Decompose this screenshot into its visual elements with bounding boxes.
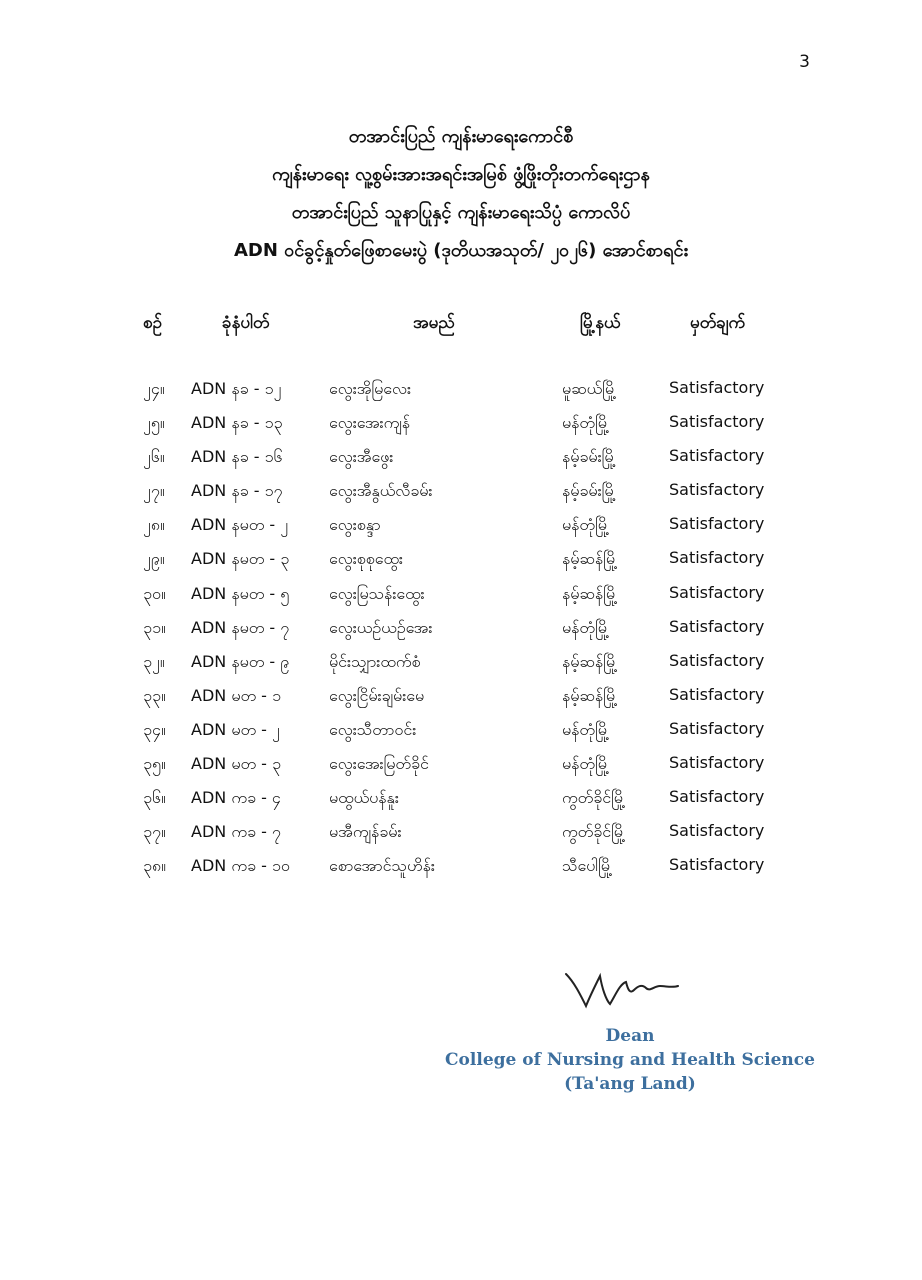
row-number: ၃၀။ <box>143 583 166 603</box>
township: မန်တုံမြို့ <box>562 617 610 637</box>
roll-number: ADN နခ - ၁၇ <box>191 481 283 501</box>
results-table <box>0 372 922 883</box>
header-line: ကျန်းမာရေး လူ့စွမ်းအားအရင်းအမြစ် ဖွံ့ဖြိုးတိုးတက်ရေးဌာန <box>272 164 650 185</box>
remark: Satisfactory <box>669 787 765 807</box>
table-row <box>0 611 922 645</box>
table-row <box>0 406 922 440</box>
roll-number: ADN နမတ - ၂ <box>191 515 289 535</box>
township: မန်တုံမြို့ <box>562 515 610 535</box>
township: သီပေါမြို့ <box>562 856 613 876</box>
roll-number: ADN မတ - ၂ <box>191 719 280 739</box>
table-row <box>0 815 922 849</box>
township: နမ့်ခမ်းမြို့ <box>562 447 616 467</box>
remark: Satisfactory <box>669 548 765 568</box>
student-name: မိုင်းသျှားထက်စံ <box>329 651 421 671</box>
student-name: လွေးယဉ်ယဉ်အေး <box>329 617 433 637</box>
remark: Satisfactory <box>669 855 765 875</box>
table-row <box>0 781 922 815</box>
student-name: လွေးငြိမ်းချမ်းမေ <box>329 685 425 705</box>
student-name: မထွယ်ပန်နူး <box>329 788 399 808</box>
row-number: ၃၇။ <box>143 822 166 842</box>
township: ကွတ်ခိုင်မြို့ <box>562 788 626 808</box>
table-row <box>0 679 922 713</box>
row-number: ၃၆။ <box>143 788 166 808</box>
roll-number: ADN ကခ - ၇ <box>191 822 281 842</box>
row-number: ၃၅။ <box>143 754 166 774</box>
row-number: ၃၂။ <box>143 651 165 671</box>
dean-stamp <box>440 1024 820 1096</box>
remark: Satisfactory <box>669 684 765 704</box>
student-name: လွေးမြသန်းထွေး <box>329 583 425 603</box>
column-header-name: အမည် <box>413 313 455 333</box>
row-number: ၂၉။ <box>143 549 165 569</box>
table-row <box>0 577 922 611</box>
remark: Satisfactory <box>669 650 765 670</box>
roll-number: ADN မတ - ၁ <box>191 685 281 705</box>
roll-number: ADN ကခ - ၁၀ <box>191 856 290 876</box>
remark: Satisfactory <box>669 616 765 636</box>
table-row <box>0 747 922 781</box>
township: နမ့်ဆန်မြို့ <box>562 685 618 705</box>
student-name: လွေးအီဖွေး <box>329 447 394 467</box>
remark: Satisfactory <box>669 718 765 738</box>
table-row <box>0 508 922 542</box>
township: နမ့်ဆန်မြို့ <box>562 651 618 671</box>
student-name: စောအောင်သူဟိန်း <box>329 856 435 876</box>
table-row <box>0 542 922 576</box>
remark: Satisfactory <box>669 412 765 432</box>
header-line: ADN ဝင်ခွင့်နှုတ်ဖြေစာမေးပွဲ (ဒုတိယအသုတ်/ ၂၀၂၆) အောင်စာရင်း <box>233 240 689 261</box>
stamp-location: (Ta'ang Land) <box>564 1074 696 1094</box>
township: ကွတ်ခိုင်မြို့ <box>562 822 626 842</box>
roll-number: ADN နမတ - ၉ <box>191 651 290 671</box>
row-number: ၂၆။ <box>143 447 165 467</box>
table-row <box>0 849 922 883</box>
township: နမ့်ဆန်မြို့ <box>562 583 618 603</box>
student-name: လွေးစုစုထွေး <box>329 549 403 569</box>
row-number: ၂၄။ <box>143 379 165 398</box>
document-header <box>0 118 922 270</box>
roll-number: ADN နခ - ၁၂ <box>191 379 282 398</box>
roll-number: ADN ကခ - ၄ <box>191 788 281 808</box>
roll-number: ADN နမတ - ၅ <box>191 583 290 603</box>
column-header-township: မြို့နယ် <box>580 313 621 333</box>
roll-number: ADN နခ - ၁၆ <box>191 447 283 467</box>
student-name: လွေးအီနွယ်လီခမ်း <box>329 481 433 501</box>
remark: Satisfactory <box>669 753 765 773</box>
roll-number: ADN နမတ - ၃ <box>191 549 290 569</box>
roll-number: ADN နခ - ၁၃ <box>191 413 283 433</box>
row-number: ၂၅။ <box>143 413 165 433</box>
township: နမ့်ခမ်းမြို့ <box>562 481 616 501</box>
header-line: တအာင်းပြည် ကျန်းမာရေးကောင်စီ <box>348 126 574 147</box>
header-line: တအာင်းပြည် သူနာပြုနှင့် ကျန်းမာရေးသိပ္ပံ ကောလိပ် <box>291 202 631 223</box>
student-name: လွေးအေးကျန် <box>329 413 411 433</box>
row-number: ၂၈။ <box>143 515 165 535</box>
row-number: ၃၄။ <box>143 719 166 739</box>
row-number: ၃၁။ <box>143 617 166 637</box>
student-name: လွေးစန္ဒာ <box>329 515 381 535</box>
roll-number: ADN နမတ - ၇ <box>191 617 290 637</box>
stamp-title: Dean <box>605 1026 655 1046</box>
column-header-no: စဉ် <box>143 313 162 333</box>
student-name: မအီကျန်ခမ်း <box>329 822 402 842</box>
table-row <box>0 474 922 508</box>
remark: Satisfactory <box>669 378 765 397</box>
signature <box>560 960 700 1020</box>
township: မူဆယ်မြို့ <box>562 379 617 398</box>
remark: Satisfactory <box>669 446 765 466</box>
stamp-college: College of Nursing and Health Science <box>445 1050 815 1070</box>
township: နမ့်ဆန်မြို့ <box>562 549 618 569</box>
remark: Satisfactory <box>669 821 765 841</box>
remark: Satisfactory <box>669 582 765 602</box>
table-row <box>0 440 922 474</box>
student-name: လွေးသီတာဝင်း <box>329 719 417 739</box>
row-number: ၂၇။ <box>143 481 165 501</box>
township: မန်တုံမြို့ <box>562 719 610 739</box>
township: မန်တုံမြို့ <box>562 413 610 433</box>
table-row <box>0 372 922 406</box>
table-row <box>0 645 922 679</box>
student-name: လွေးအိုမြလေး <box>329 379 412 398</box>
student-name: လွေးအေးမြတ်ခိုင် <box>329 754 429 774</box>
remark: Satisfactory <box>669 480 765 500</box>
column-header-roll: ခုံနံပါတ် <box>222 313 270 333</box>
row-number: ၃၈။ <box>143 856 166 876</box>
table-row <box>0 713 922 747</box>
roll-number: ADN မတ - ၃ <box>191 754 281 774</box>
column-header-remark: မှတ်ချက် <box>690 313 746 333</box>
township: မန်တုံမြို့ <box>562 754 610 774</box>
row-number: ၃၃။ <box>143 685 166 705</box>
remark: Satisfactory <box>669 514 765 534</box>
page-number: 3 <box>799 52 810 72</box>
